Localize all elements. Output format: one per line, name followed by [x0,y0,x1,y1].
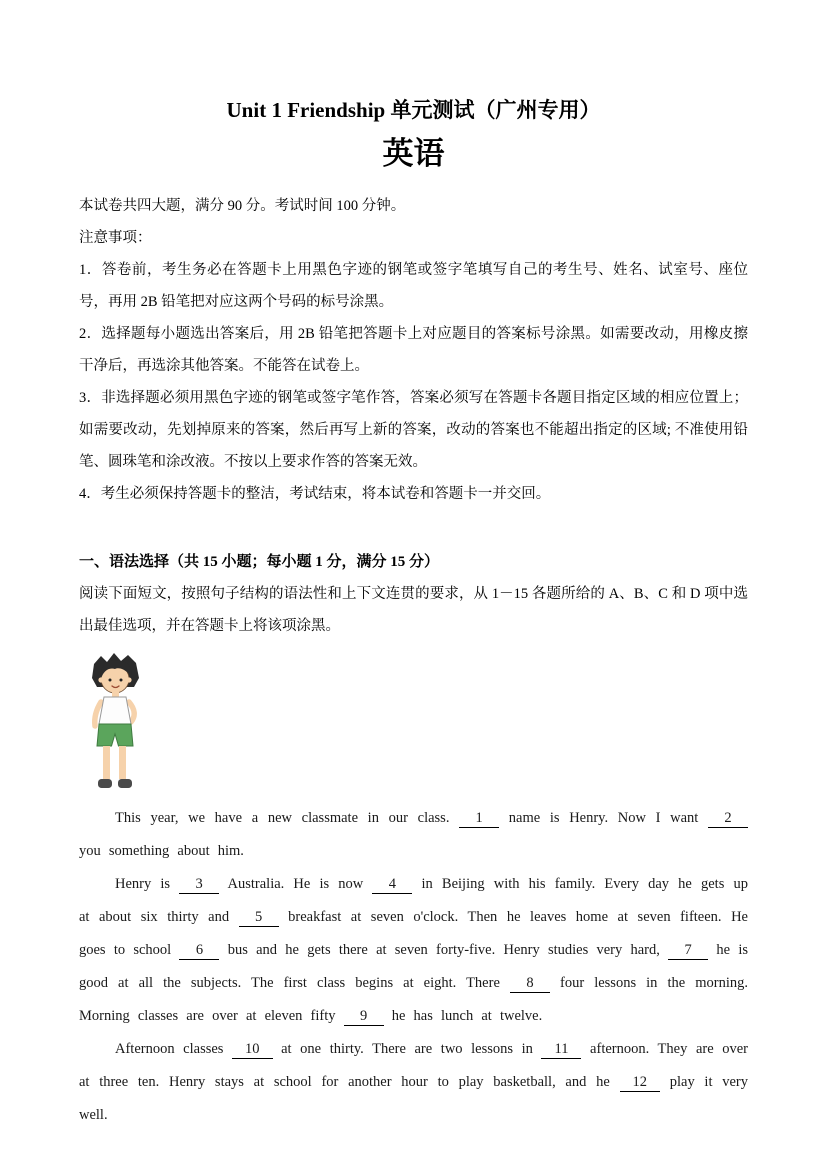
cloze-blank-7: 7 [668,942,708,960]
document-title: Unit 1 Friendship 单元测试（广州专用） [226,98,601,122]
cloze-blank-5: 5 [239,909,279,927]
cloze-passage [79,802,748,1132]
cloze-blank-10: 10 [232,1041,273,1059]
passage-paragraph: Afternoon classes 10 at one thirty. There are two lessons in 11 afternoon. They are over at three ten. Henry stays at school for another hour to play basketball, and he 12 play it very well. [79,1041,748,1123]
cloze-blank-3: 3 [179,876,219,894]
cartoon-boy-icon [81,651,149,799]
notice-list [79,254,748,510]
boy-ear-left [98,677,103,682]
cloze-blank-4: 4 [372,876,412,894]
cloze-blank-8: 8 [510,975,550,993]
cloze-blank-12: 12 [620,1074,661,1092]
cloze-blank-1: 1 [459,810,499,828]
boy-leg-left [103,746,110,779]
cloze-blank-2: 2 [708,810,748,828]
boy-eye-right [120,679,123,682]
notice-heading: 注意事项： [79,230,152,246]
boy-ear-right [126,677,131,682]
boy-eye-left [109,679,112,682]
boy-shorts [97,724,133,746]
boy-shoe-left [98,779,112,788]
cloze-blank-6: 6 [179,942,219,960]
section1-instructions: 阅读下面短文，按照句子结构的语法性和上下文连贯的要求，从 1－15 各题所给的 A、B、C 和 D 项中选出最佳选项，并在答题卡上将该项涂黑。 [79,586,748,634]
cloze-blank-9: 9 [344,1008,384,1026]
exam-summary: 本试卷共四大题，满分 90 分。考试时间 100 分钟。 [79,198,406,214]
notice-item: 2．选择题每小题选出答案后，用 2B 铅笔把答题卡上对应题目的答案标号涂黑。如需要改动，用橡皮擦干净后，再选涂其他答案。不能答在试卷上。 [79,326,748,374]
section1-heading: 一、语法选择（共 15 小题；每小题 1 分，满分 15 分） [79,554,440,570]
passage-paragraph: Henry is 3 Australia. He is now 4 in Beijing with his family. Every day he gets up at about six thirty and 5 breakfast at seven o'clock. Then he leaves home at seven fifteen. He goes to school 6 bus and he gets there at seven forty-five. Henry studies very hard, 7 he is good at all the subjects. The first class begins at eight. There 8 four lessons in the morning. Morning classes are over at eleven fifty 9 he has lunch at twelve. [79,876,748,1024]
boy-leg-right [119,746,126,779]
document-subtitle: 英语 [382,136,445,171]
boy-shirt [99,697,131,724]
cloze-blank-11: 11 [541,1041,581,1059]
notice-item: 3．非选择题必须用黑色字迹的钢笔或签字笔作答，答案必须写在答题卡各题目指定区域的相应位置上；如需要改动，先划掉原来的答案，然后再写上新的答案，改动的答案也不能超出指定的区域; 不准使用铅笔、圆珠笔和涂改液。不按以上要求作答的答案无效。 [79,390,748,470]
boy-shoe-right [118,779,132,788]
notice-item: 1．答卷前，考生务必在答题卡上用黑色字迹的钢笔或签字笔填写自己的考生号、姓名、试室号、座位号，再用 2B 铅笔把对应这两个号码的标号涂黑。 [79,262,748,310]
notice-item: 4．考生必须保持答题卡的整洁，考试结束，将本试卷和答题卡一并交回。 [79,486,551,502]
passage-paragraph: This year, we have a new classmate in our class. 1 name is Henry. Now I want 2 you something about him. [79,802,748,868]
cartoon-boy-illustration [81,650,748,800]
